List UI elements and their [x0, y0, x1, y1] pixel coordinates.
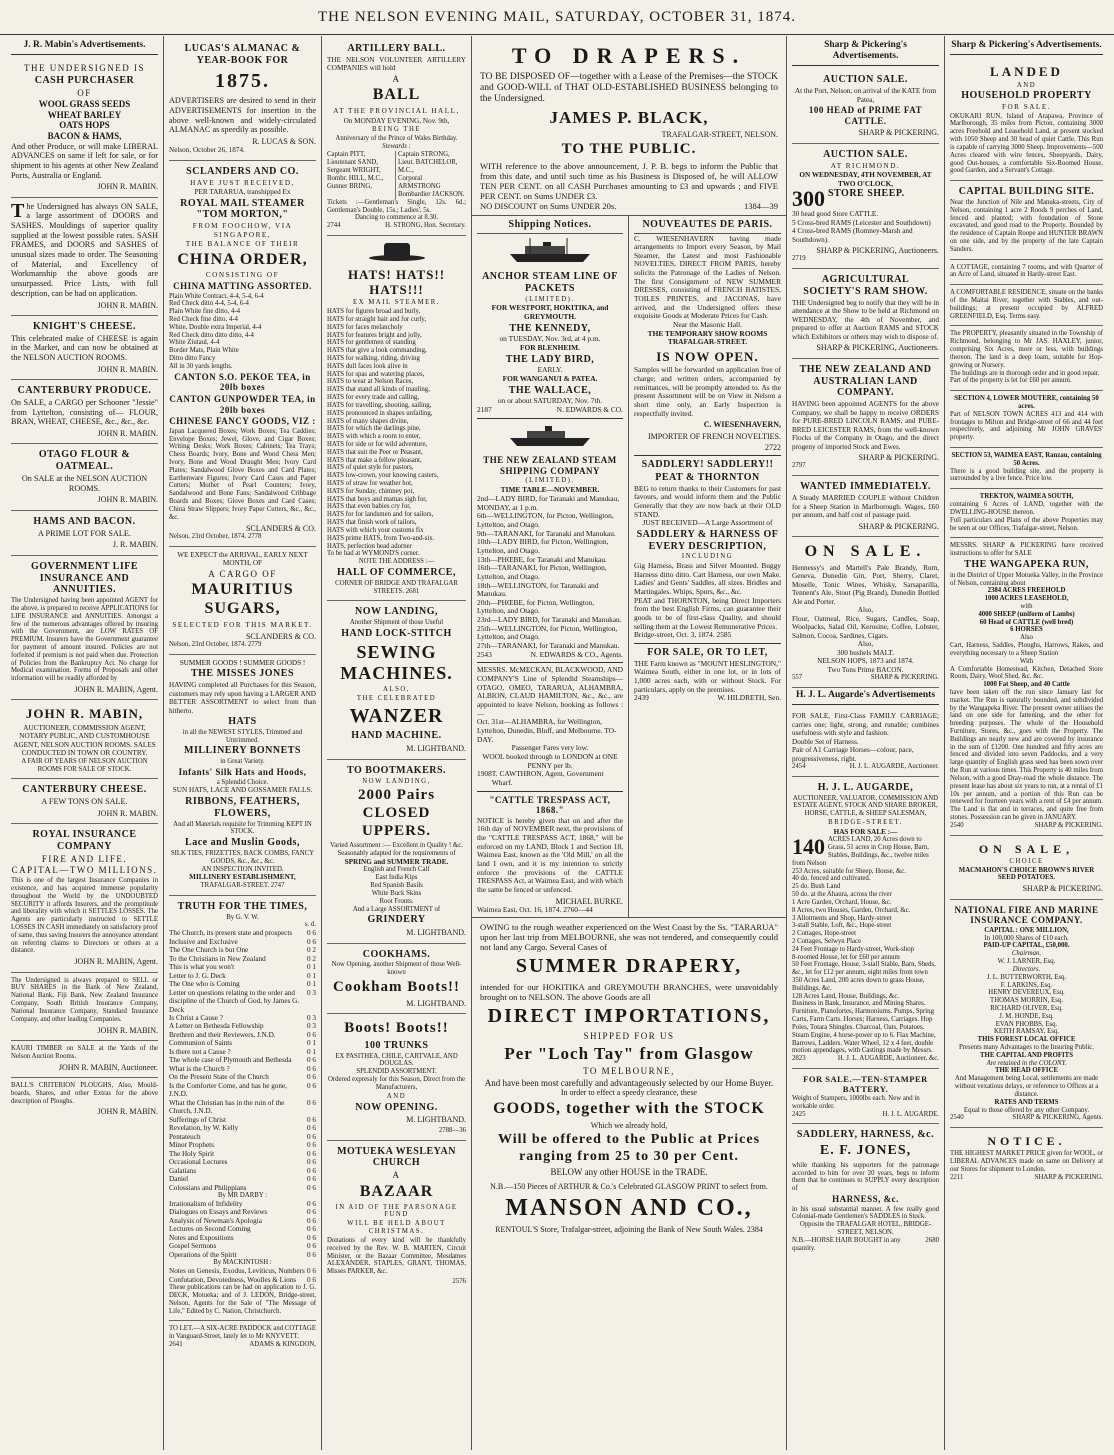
toc-price: 0 3 [307, 1013, 316, 1022]
toc-row [169, 1175, 316, 1183]
toc-price: 0 3 [307, 1022, 316, 1031]
toc-price: 0 2 [307, 954, 316, 963]
toc-title: Is there not a Cause ? [169, 1047, 231, 1056]
toc-title: This is what you won't [169, 963, 235, 972]
toc-list-mackintosh [169, 1267, 316, 1284]
ad-sewing-machines: NOW LANDING, Another Shipment of those Useful HAND LOCK-STITCH SEWING MACHINES. ALSO, THE CELEBRATED WANZER HAND MACHINE. M. LIGHTBAND. [327, 601, 466, 759]
toc-price: 0 6 [307, 929, 316, 938]
ad-misses-jones: SUMMER GOODS ! SUMMER GOODS ! THE MISSES JONES HAVING completed all Purchases for this Season, customers may rely upon having a LARGER AND BETTER ASSORTMENT to select from than hitherto. HATS in all the NEWEST STYLES, Trimmed and Untrimmed. MILLINERY BONNETS in Great Variety. Infants' Silk Hats and Hoods, a Splendid Choice. SUN HATS, LACE AND GOSSAMER FALLS. RIBBONS, FEATHERS, FLOWERS, And all Materials requisite for Trimming KEPT IN STOCK. Lace and Muslin Goods, SILK TIES, FRIZETTES, BACK COMBS, FANCY GOODS, &c., &c., &c. AN INSPECTION INVITED. MILLINERY ESTABLISHMENT, TRAFALGAR-STREET. 2747 [169, 655, 316, 896]
ad-nz-land-company: THE NEW ZEALAND AND AUSTRALIAN LAND COMPANY. HAVING been appointed AGENTS for the above Company, we shall be happy to receive ORDERS for PURE-BRED LINCOLN RAMS, and PURE-BRED LEICESTER RAMS, from the well-known Flocks of the Company in Otago, and the direct progeny of imported Stock and Ewes. SHARP & PICKERING. 2797 [792, 359, 939, 477]
ad-hams-bacon: HAMS AND BACON. A PRIME LOT FOR SALE. J. R. MABIN. [11, 511, 158, 556]
toc-title: Minor Prophets [169, 1141, 214, 1150]
ad-battery: FOR SALE.—TEN-STAMPER BATTERY. Weight of Stampers, 1000lbs each. New and in workable order. 2425 H. J. L. AUGARDE. [792, 1069, 939, 1124]
toc-row [169, 938, 316, 946]
ad-trekton: TREKTON, WAIMEA SOUTH, containing 6 Acres of LAND, together with the DWELLING-HOUSE thereon. Full particulars and Plans of the above Properties may be seen at our Offices, Trafalgar-street, Nelson. [950, 489, 1103, 538]
toc-list-darby [169, 1200, 316, 1259]
toc-title: The One Church is but One [169, 946, 249, 955]
toc-price: 0 6 [307, 1242, 316, 1251]
ad-wanted: WANTED IMMEDIATELY. A Steady MARRIED COUPLE without Children for a Sheep Station in Marlborough. Wages, £60 per annum, and half cost of passage paid. SHARP & PICKERING. [792, 476, 939, 537]
column-four-five [472, 36, 787, 1450]
toc-title: Analysis of Newman's Apologia [169, 1216, 262, 1225]
toc-title: Gospel Sermons [169, 1242, 217, 1251]
toc-row [169, 1116, 316, 1124]
toc-title: Lectures on Second Coming [169, 1225, 251, 1234]
toc-title: Irrationalism of Infidelity [169, 1199, 243, 1208]
toc-row [169, 1267, 316, 1275]
ad-hats: HATS! HATS!! HATS!!! EX MAIL STEAMER. HATS for figures broad and burly, HATS for straight hair and for curly, HATS for faces melancholy HATS for features bright and jolly, HATS for gentlemen of standing HATS that give a look commanding, HATS for walking, riding, driving HATS dull faces look alive in HATS for spas and watering places, HATS to wear at Nelson Races, HATS that stand all kinds of mauling, HATS for every trade and calling, HATS for travelling, shooting, sailing, HATS pronounced in shapes unfailing, HATS of many shapes divine, HATS for which the darlings pine, HATS with which a room to enter, HATS for side or for wild adventure, HATS that suit the Peer or Peasant, HATS that make a fellow pleasant, HATS of quiet style for pastors, HATS low-crown, your knowing casters, HATS of straw for weather hot, HATS for Sunday, chimney pot, HATS that boys and mamas sigh for, HATS that even babies cry for, HATS for for landsmen and for sailors, HATS that finish work of tailors, HATS with which your customs fix HATS prime HATS, from Two-and-six. HATS, perfection head adorner To be had at WYMOND'S corner. NOTE THE ADDRESS :— HALL OF COMMERCE, CORNER OF BRIDGE AND TRAFALGAR STREETS. 2681 [327, 236, 466, 601]
toc-row [169, 972, 316, 980]
toc-title: Letter to J. G. Deck [169, 971, 226, 980]
toc-list [169, 929, 316, 1192]
toc-row [169, 1167, 316, 1175]
ad-auction-port: AUCTION SALE. At the Port, Nelson, on arrival of the KATE from Patea, 100 HEAD of PRIME FAT CATTLE. SHARP & PICKERING. [792, 69, 939, 143]
ad-wool-notice: NOTICE. THE HIGHEST MARKET PRICE given for WOOL, or LIBERAL ADVANCES made on same on Delivery at our Stores for shipment to London. 2211 SHARP & PICKERING. [950, 1134, 1103, 1181]
ad-mabin-auctioneer: JOHN R. MABIN, AUCTIONEER, COMMISSION AGENT, NOTARY PUBLIC, AND CUSTOMHOUSE AGENT, NELSON AUCTION ROOMS. SALES CONDUCTED IN TOWN OR COUNTRY. A FAIR OF YEARS OF NELSON AUCTION ROOMS FOR SALE OF STOCK. [11, 700, 158, 779]
ad-bootmakers: TO BOOTMAKERS. NOW LANDING, 2000 Pairs CLOSED UPPERS. Varied Assortment :— Excellent in Quality ! &c. Seasonably adapted for the requirements of SPRING and SUMMER TRADE. English and French Calf East India Kips Red Spanish Basils White Buck Skins Root Fronts. And a Large ASSORTMENT of GRINDERY M. LIGHTBAND. [327, 760, 466, 944]
toc-price: 0 6 [307, 1233, 316, 1242]
toc-row [169, 1184, 316, 1192]
toc-row [169, 1217, 316, 1225]
ad-auction-richmond: AUCTION SALE. AT RICHMOND. ON WEDNESDAY, 4TH NOVEMBER, AT TWO O'CLOCK, 300 STORE SHEEP. 30 head good Store CATTLE. 5 Cross-bred RAMS (Leicester and Southdown) 4 Cross-bred RAMS (Romney-Marsh and Southdown). SHARP & PICKERING, Auctioneers. 2719 [792, 144, 939, 269]
toc-price: 0 6 [307, 1183, 316, 1192]
toc-price: 0 6 [307, 1081, 316, 1090]
toc-price: 0 6 [307, 1216, 316, 1225]
ad-to-let: TO LET.—A SIX-ACRE PADDOCK and COTTAGE in Vanguard-Street, lately let to Mr KNYVETT. 2641 ADAMS & KINGDON, [169, 1325, 316, 1349]
newspaper-page [6, 36, 1108, 1450]
ad-family-carriage: FOR SALE, First-Class FAMILY CARRIAGE; carries one; light, strong, and runable; combines usefulness with style and fashion. Double Set of Harness. Pair of A1 Carriage Horses—colour, pace, progressiveness, right. 2454 H. J. L. AUGARDE, Auctioneer. [792, 708, 939, 777]
ad-wesleyan-bazaar: MOTUEKA WESLEYAN CHURCH A BAZAAR IN AID OF THE PARSONAGE FUND WILL BE HELD ABOUT CHRISTMAS. Donations of every kind will be thankfully received by the Rev. W. B. MARTEN, Circuit Minister, or the Bazaar Committee, Mesdames ALEXANDER, STAPLES, GRANT, THOMAS, Misses PARKER, &c. 2576 [327, 1145, 466, 1285]
toc-row [169, 1099, 316, 1116]
toc-title: Operations of the Spirit [169, 1250, 237, 1259]
toc-title: Daniel [169, 1175, 189, 1184]
toc-title: Dialogues on Essays and Reviews [169, 1208, 268, 1217]
toc-title: On the Present State of the Church [169, 1073, 269, 1082]
toc-row [169, 989, 316, 1014]
toc-price: 0 1 [307, 1039, 316, 1048]
column-sharp-pickering-2: Sharp & Pickering's Advertisements. LANDED AND HOUSEHOLD PROPERTY FOR SALE. OKUKARI RUN, Island of Arapawa, Province of Marlborough, 35 miles from Picton, containing 3000 acres Freehold and Leasehold Land, at present stocked with 1050 Sheep and 30 head of quiet Cattle. This Run is capable of carrying 3000 Sheep. Improvements—500 Acres cleared with wire fences, Sheepyards, Dairy, good Out-houses, a comfortable Six-Roomed House, good Garden, and a Servant's Cottage. CAPITAL BUILDING SITE. Near the Junction of Nile and Manuka-streets, City of Nelson, containing 1 acre 2 Roods 9 perches of Land, fenced and planted; with foundation of Stone excavated, and good road to the Property. Bounded by the residence of Captain Roope and HUNTER BRAWN on one side, and by the property of the late Captain Sanders. A COTTAGE, containing 7 rooms, and with Quarter of an Acre of Land, situated in Hardy-street East. A COMFORTABLE RESIDENCE, situate on the banks of the Maitai River, together with Stables, and out-buildings; at present occupied by ALFRED GREENFIELD, Esq. Terms easy. The PROPERTY, pleasantly situated in the Township of Richmond, belonging to Mr JAS. HAXLEY, junior, comprising Six Acres, more or less, with buildings thereon. The land is a deep loam, suitable for Hop-growing or Nursery. The buildings are in thorough order and in good repair. Part of the property is let for £60 per annum. SECTION 4, LOWER MOUTERE, containing 50 acres. Part of NELSON TOWN ACRES 413 and 414 with frontages to Milton and Bridge-street of 66 and 44 feet respectively, and adjoining Mr JOHN GRAVES' property. SECTION 53, WAIMEA EAST, Ranzau, containing 50 Acres. There is a good building site, and the property is surrounded by a live fence. Price low. TREKTON, WAIMEA SOUTH, containing 6 Acres of LAND, together with the DWELLING-HOUSE thereon. Full particulars and Plans of the above Properties may be seen at our Offices, Trafalgar-street, Nelson. MESSRS. SHARP & PICKERING have received instructions to offer for SALE THE WANGAPEKA RUN, in the District of Upper Motueka Valley, in the Province of Nelson, containing about 2384 ACRES FREEHOLD 1000 ACRES LEASEHOLD, with 4000 SHEEP (uniform of Lambs) 60 Head of CATTLE (well bred) 6 HORSES Also Cart, Harness, Saddles, Ploughs, Harrows, Rakes, and everything necessary to a Sheep Station With A Comfortable Homestead, Kitchen, Detached Store Room, Dairy, Wool Shed, &c. &c. 1000 Fat Sheep, and 40 Cattle have been taken off the run since January last for market. The Run is naturally bounded, and subdivided by the Wangapeka River. The present owner utilises the land on one side for fattening, and the other for breeding purposes. The whole of the Household Furniture, Stores, &c., goes with the Property. The Buildings are nearly new and are covered by insurance in the sum of £1200. One hundred and fifty acres are fenced and divided into seven Paddocks, and a very large quantity of English grass seed has been sown over the Run at various times. This Property is 40 miles from Nelson, with a good Dray-road the whole distance. The present lease has about six years to run, at a rental of £1 10s per annum, and a portion of this Run can be renewed for fourteen years with a rent of £4 per annum. The Land is flat and in terraces, and quite free from stones. Possession can be given in JANUARY. 2540 SHARP & PICKERING. ON SALE, CHOICE MACMAHON'S CHOICE BROWN'S RIVER SEED POTATOES. SHARP & PICKERING. NATIONAL FIRE AND MARINE INSURANCE COMPANY. CAPITAL : ONE MILLION, In 100,000 Shares of £10 each. PAID-UP CAPITAL, £50,000. Chairman. W. J. LARNER, Esq. Directors. J. L. BUTTERWORTH, Esq. F. LARKINS, Esq. HENRY DEVEREUX, Esq. THOMAS MORRIN, Esq. RICHARD OLIVER, Esq. J. M. HONDE, Esq. EVAN PHOBBS, Esq. KEITH RAMSAY, Esq. THIS FOREST LOCAL OFFICE Presents many Advantages to the Insuring Public. THE CAPITAL AND PROFITS Are retained in the COLONY. THE HEAD OFFICE And Management being Local, settlements are made without vexatious delays, or reference to Offices at a distance. RATES AND TERMS Equal to those offered by any other Company. 2540 SHARP & PICKERING, Agents. NOTICE. THE HIGHEST MARKET PRICE given for WOOL, or LIBERAL ADVANCES made on same on Delivery at our Stores for shipment to London. 2211 SHARP & PICKERING. [945, 36, 1108, 1450]
toc-price: 0 1 [307, 971, 316, 980]
toc-row [169, 946, 316, 954]
toc-row [169, 1048, 316, 1056]
toc-price: 0 6 [307, 1056, 316, 1065]
toc-price: 0 6 [307, 1073, 316, 1082]
ad-kauri-timber: KAURI TIMBER on SALE at the Yards of the Nelson Auction Rooms. JOHN R. MABIN, Auctioneer. [11, 1041, 158, 1078]
toc-row [169, 1065, 316, 1073]
ad-ef-jones: SADDLERY, HARNESS, &c. E. F. JONES, while thanking his supporters for the patronage accorded to him for over 20 years, begs to inform them that he continues to SUPPLY every description of HARNESS, &c. in his usual substantial manner. A few really good Colonial-made Gentlemen's SADDLES in Stock. Opposite the TRAFALGAR HOTEL, BRIDGE-STREET, NELSON. N.B.—HORSE HAIR BOUGHT in any quantity. 2680 [792, 1129, 939, 1252]
toc-row [169, 1150, 316, 1158]
ad-ram-show: AGRICULTURAL SOCIETY'S RAM SHOW. THE Undersigned beg to notify that they will be in attendance at the Show to be held at Richmond on WEDNESDAY, the 4th of November, and prepared to offer at Auction RAMS and STOCK which Exhibitors or others may wish to dispose of. SHARP & PICKERING, Auctioneers. [792, 269, 939, 358]
toc-row [169, 1225, 316, 1233]
toc-price: 0 6 [307, 1124, 316, 1133]
toc-price: 0 6 [307, 1030, 316, 1039]
ad-on-sale-spirits: ON SALE. Hennessy's and Martell's Pale Brandy, Rum, Geneva, Dunedin Gin, Port, Sherry, Claret, Moselle, Tonic Wines, Whisky, Sarsaparilla, Tennent's Ale, Stout (Pig Brand), Dunedin Bottled Ale and Porter. Also, Flour, Oatmeal, Rice, Sugars, Candles, Soap, Woolpacks, Salad Oil, Kerosine, Coffee, Lobster, Salmon, Cocoa, Sardines, Cigars. Also, 300 bushels MALT. NELSON HOPS, 1873 and 1874. Two Tons Prime BACON. 557 SHARP & PICKERING. [792, 537, 939, 688]
toc-row [169, 1056, 316, 1064]
toc-title: Communion of Saints [169, 1039, 233, 1048]
toc-row [169, 1200, 316, 1208]
toc-price: 0 6 [307, 1166, 316, 1175]
ad-boots-trunks: Boots! Boots!! 100 TRUNKS EX PASITHEA, CHILE, CARTVALE, AND DOUGLAS. SPLENDID ASSORTMENT. Ordered expressly for this Season, Direct from the Manufacturers, AND NOW OPENING. M. LIGHTBAND. 2788—36 [327, 1014, 466, 1140]
ad-government-life: GOVERNMENT LIFE INSURANCE AND ANNUITIES. The Undersigned having been appointed AGENT for the above, is prepared to receive APPLICATIONS for LIFE INSURANCE and ANNUITIES. Amongst a few of the numerous advantages offered by insuring with the Government, are LOW RATES OF PREMIUM. Insurers have the Government guarantee for payment of amount insured. Policies are not forfeited if premium is not paid when due. Protection of Policies from the Bankruptcy Act. No charge for Medical examination. Forms of Proposals and other information will be readily afforded by JOHN R. MABIN, Agent. [11, 556, 158, 701]
column-mabin [6, 36, 164, 1450]
toc-row [169, 1208, 316, 1216]
toc-price: 0 6 [307, 1149, 316, 1158]
toc-row [169, 1234, 316, 1242]
ad-ploughs: BALL'S CRITERION PLOUGHS, Also, Mould-boards, Shares, and other Extras for the above description of Ploughs. JOHN R. MABIN. [11, 1082, 158, 1117]
toc-title: Letter on questions relating to the order and discipline of the Church of God, by James G. Deck [169, 988, 300, 1014]
toc-price: 0 6 [307, 1064, 316, 1073]
ad-knights-cheese: KNIGHT'S CHEESE. This celebrated make of CHEESE is again in the Market, and can now be obtained at the NELSON AUCTION ROOMS. JOHN R. MABIN. [11, 316, 158, 380]
toc-row [169, 1082, 316, 1099]
ad-mauritius-sugars: WE EXPECT the ARRIVAL, EARLY NEXT MONTH, OF A CARGO OF MAURITIUS SUGARS, SELECTED FOR THIS MARKET. SCLANDERS & CO. Nelson, 23rd October, 1874. 2779 [169, 547, 316, 655]
column-four: Shipping Notices. ANCHOR STEAM LINE OF PACKETS (LIMITED). FOR WESTPORT, HOKITIKA, and GREYMOUTH. THE KENNEDY, on TUESDAY, Nov. 3rd, at 4 p.m. FOR BLENHEIM. THE LADY BIRD, EARLY. FOR WANGANUI & PATEA. THE WALLACE, on or about SATURDAY, Nov. 7th. 2187 N. EDWARDS & CO. THE NEW ZEALAND STEAM SHIPPING COMPANY (LIMITED). TIME TABLE—NOVEMBER. 2nd—LADY BIRD, for Taranaki and Manukau, MONDAY, at 1 p.m. 6th—WELLINGTON, for Picton, Wellington, Lyttelton, and Otago. 9th—TARANAKI, for Taranaki and Manukau. 10th—LADY BIRD, for Picton, Wellington, Lyttelton, and Otago. 13th—PHŒBE, for Taranaki and Manukau. 16th—TARANAKI, for Picton, Wellington, Lyttelton, and Otago. 18th—WELLINGTON, for Taranaki and Manukau. 20th—PHŒBE, for Picton, Wellington, Lyttelton, and Otago. 23rd—LADY BIRD, for Taranaki and Manukau. 25th—WELLINGTON, for Picton, Wellington, Lyttelton, and Otago. 27th—TARANAKI, for Taranaki and Manukau. 2543 N. EDWARDS & CO., Agents. MESSRS. McMECKAN, BLACKWOOD, AND COMPANY'S Line of Splendid Steamships—OTAGO, OMEO, TARARUA, ALHAMBRA, ALBION, CLAUD HAMILTON, &c., &c., are appointed to leave Nelson, booking as follows :— Oct. 31st—ALHAMBRA, for Wellington, Lyttelton, Dunedin, Bluff, and Melbourne. TO-DAY. Passenger Fares very low. WOOL booked through to LONDON at ONE PENNY per lb. 1908 T. CAWTHRON, Agent, Government Wharf. "CATTLE TRESPASS ACT, 1868." NOTICE is hereby given that on and after the 16th day of NOVEMBER next, the provisions of the "CATTLE TRESPASS ACT, 1868," will be enforced on my LAND, Block 1 and Section 18, Waimea East, known as the 'Old Mill,' on all the land I own, and it is my intention to strictly enforce the provisions of the CATTLE TRESPASS Act, at Waimea East, and with which the same be fenced or unfenced. MICHAEL BURKE. Waimea East, Oct. 16, 1874. 2760—44 [472, 216, 629, 917]
ad-lucas-almanac: LUCAS'S ALMANAC & YEAR-BOOK FOR 1875. ADVERTISERS are desired to send in their ADVERTISEMENTS for insertion in the above well-known and widely-circulated ALMANAC as speedily as possible. R. LUCAS & SON. Nelson, October 26, 1874. [169, 38, 316, 161]
toc-price: 0 6 [307, 1275, 316, 1284]
toc-price: 0 6 [307, 1115, 316, 1124]
toc-price: 0 6 [307, 937, 316, 946]
toc-title: Revelation, by W. Kelly [169, 1124, 239, 1133]
toc-price: 0 6 [307, 1250, 316, 1259]
toc-price: 0 6 [307, 1098, 316, 1107]
toc-title: Inclusive and Exclusive [169, 937, 238, 946]
column-sharp-pickering: Sharp & Pickering's Advertisements. AUCTION SALE. At the Port, Nelson, on arrival of the KATE from Patea, 100 HEAD of PRIME FAT CATTLE. SHARP & PICKERING. AUCTION SALE. AT RICHMOND. ON WEDNESDAY, 4TH NOVEMBER, AT TWO O'CLOCK, 300 STORE SHEEP. 30 head good Store CATTLE. 5 Cross-bred RAMS (Leicester and Southdown) 4 Cross-bred RAMS (Romney-Marsh and Southdown). SHARP & PICKERING, Auctioneers. 2719 AGRICULTURAL SOCIETY'S RAM SHOW. THE Undersigned beg to notify that they will be in attendance at the Show to be held at Richmond on WEDNESDAY, the 4th of November, and prepared to offer at Auction RAMS and STOCK which Exhibitors or others may wish to dispose of. SHARP & PICKERING, Auctioneers. THE NEW ZEALAND AND AUSTRALIAN LAND COMPANY. HAVING been appointed AGENTS for the above Company, we shall be happy to receive ORDERS for PURE-BRED LINCOLN RAMS, and PURE-BRED LEICESTER RAMS, from the well-known Flocks of the Company in Otago, and the direct progeny of imported Stock and Ewes. SHARP & PICKERING. 2797 WANTED IMMEDIATELY. A Steady MARRIED COUPLE without Children for a Sheep Station in Marlborough. Wages, £60 per annum, and half cost of passage paid. SHARP & PICKERING. ON SALE. Hennessy's and Martell's Pale Brandy, Rum, Geneva, Dunedin Gin, Port, Sherry, Claret, Moselle, Tonic Wines, Whisky, Sarsaparilla, Tennent's Ale, Stout (Pig Brand), Dunedin Bottled Ale and Porter. Also, Flour, Oatmeal, Rice, Sugars, Candles, Soap, Woolpacks, Salad Oil, Kerosine, Coffee, Lobster, Salmon, Cocoa, Sardines, Cigars. Also, 300 bushels MALT. NELSON HOPS, 1873 and 1874. Two Tons Prime BACON. 557 SHARP & PICKERING. H. J. L. Augarde's Advertisements FOR SALE, First-Class FAMILY CARRIAGE; carries one; light, strong, and runable; combines usefulness with style and fashion. Double Set of Harness. Pair of A1 Carriage Horses—colour, pace, progressiveness, right. 2454 H. J. L. AUGARDE, Auctioneer. H. J. L. AUGARDE, AUCTIONEER, VALUATOR, COMMISSION AND ESTATE AGENT, STOCK AND SHARE BROKER, HORSE, CATTLE, & SHEEP SALESMAN, BRIDGE-STREET. HAS FOR SALE :— 140 ACRES LAND, 20 Acres down to Grass, 51 acres in Crop House, Barn, Stables, Buildings, &c., twelve miles from Nelson 253 Acres, suitable for Sheep, House, &c. 40 do. fenced and cultivated. 25 do. Bush Land 50 do. at the Ahaura, across the river 1 Acre Garden, Orchard, House, &c. 8 Acres, two Houses, Garden, Orchard, &c. 3 Allotments and Shop, Hardy-street 3-stall Stable, Loft, &c., Hope-street 2 Cottages, Hope-street 2 Cottages, Selwyn Place 24 Feet Frontage to Hardy-street, Work-shop 8-roomed House, let for £60 per annum 50 Feet Frontage, House, 3-stall Stable, Barn, Sheds, &c., let for £12 per annum, eight miles from town 350 Acres Land, 200 acres down to grass House, Buildings, &c. 128 Acres Land, House, Buildings, &c. Business in Bank, Insurance, and Mining Shares. Furniture, Pianofortes, Harmoniums. Pumps, Spring Carts, Farm Carts. Horses; Harness, Carriages. Hop Poles, Totara Shingles. Charcoal, Oats, Potatoes. Steam Engine, 4 horse-power up to 6. Flax Machine, Barrows, Ladders. Water Wheel, 12 x 4 feet, double motion appendages, with Castings made by Messrs. 2823 H. J. L. AUGARDE, Auctioneer, &c. FOR SALE.—TEN-STAMPER BATTERY. Weight of Stampers, 1000lbs each. New and in workable order. 2425 H. J. L. AUGARDE. SADDLERY, HARNESS, &c. E. F. JONES, while thanking his supporters for the patronage accorded to him for over 20 years, begs to inform them that he continues to SUPPLY every description of HARNESS, &c. in his usual substantial manner. A few really good Colonial-made Gentlemen's SADDLES in Stock. Opposite the TRAFALGAR HOTEL, BRIDGE-STREET, NELSON. N.B.—HORSE HAIR BOUGHT in any quantity. 2680 [787, 36, 945, 1450]
ad-canterbury-cheese: CANTERBURY CHEESE. A FEW TONS ON SALE. JOHN R. MABIN. [11, 779, 158, 824]
ad-wangapeka-run: MESSRS. SHARP & PICKERING have received instructions to offer for SALE THE WANGAPEKA RUN, in the District of Upper Motueka Valley, in the Province of Nelson, containing about 2384 ACRES FREEHOLD 1000 ACRES LEASEHOLD, with 4000 SHEEP (uniform of Lambs) 60 Head of CATTLE (well bred) 6 HORSES Also Cart, Harness, Saddles, Ploughs, Harrows, Rakes, and everything necessary to a Sheep Station With A Comfortable Homestead, Kitchen, Detached Store Room, Dairy, Wool Shed, &c. &c. 1000 Fat Sheep, and 40 Cattle have been taken off the run since January last for market. The Run is naturally bounded, and subdivided by the Wangapeka River. The present owner utilises the land on one side for fattening, and the other for breeding purposes. The whole of the Household Furniture, Stores, &c., goes with the Property. The Buildings are nearly new and are covered by insurance in the sum of £1200. One hundred and fifty acres are fenced and divided into seven Paddocks, and a very large quantity of English grass seed has been sown over the Run at various times. This Property is 40 miles from Nelson, with a good Dray-road the whole distance. The present lease has about six years to run, at a rental of £1 10s per annum, and a portion of this Run can be renewed for fourteen years with a rent of £4 per annum. The Land is flat and in terraces, and quite free from stones. Possession can be given in JANUARY. 2540 SHARP & PICKERING. [950, 538, 1103, 835]
toc-title: The Holy Spirit [169, 1149, 215, 1158]
ad-sclanders-china: SCLANDERS AND CO. HAVE JUST RECEIVED, PER TARARUA, transhipped Ex ROYAL MAIL STEAMER "TOM MORTON," FROM FOOCHOW, VIA SINGAPORE, THE BALANCE OF THEIR CHINA ORDER, CONSISTING OF CHINA MATTING ASSORTED. Plain White Contract, 4-4, 5-4, 6-4 Red Check ditto 4-4, 5-4, 6-4 Plain White fine ditto, 4-4 Red Check fine ditto, 4-4 White, Double extra Imperial, 4-4 Red Check ditto ditto ditto, 4-4 White Ziutaul, 4-4 Border Mats, Plain White Ditto ditto Fancy All in 30 yards lengths. CANTON S.O. PEKOE TEA, in 20lb boxes CANTON GUNPOWDER TEA, in 20lb boxes CHINESE FANCY GOODS, VIZ : Japan Lacquered Boxes; Work Boxes; Tea Caddies; Envelope Boxes; Jewel, Glove, and Cigar Boxes; Writing Desks; Work Boxes; Cabinets; Tea Trays; Chess Boards; Ivory, Bone and Wood Chess Men; Ivory, Bone and Wood Draught Men; Ivory Card Plates; Sandalwood Glove Boxes and Card Plates; Earthenware Figures; Ivory Card Cases and Paper Cutters; Mother of Pearl Counters; Ivory, Sandalwood and Bone Fans; Sandalwood Cribbage Boards and Boxes; Glove Boxes and Card Cases; China Straw Slippers; Ivory Paper Cutters, &c., &c., &c. SCLANDERS & CO. Nelson, 23rd October, 1874. 2778 [169, 161, 316, 547]
toc-title: What is the Church ? [169, 1064, 230, 1073]
toc-row [169, 1158, 316, 1166]
ad-to-drapers: TO DRAPERS. TO BE DISPOSED OF—together with a Lease of the Premises—the STOCK and GOOD-WILL of THAT OLD-ESTABLISHED BUSINESS belonging to the Undersigned. JAMES P. BLACK, TRAFALGAR-STREET, NELSON. TO THE PUBLIC. WITH reference to the above announcement, J. P. B. begs to inform the Public that from this date, and until such time as his Business is Disposed of, he will ALLOW TEN PER CENT. on all CASH Purchases amounting to £3 and upwards ; and FIVE PER CENT. on Sums UNDER £3. NO DISCOUNT on Sums UNDER 20s. 1384—39 [472, 36, 786, 216]
toc-title: Colossians and Philippians [169, 1183, 247, 1192]
toc-price: 0 6 [307, 1225, 316, 1234]
toc-title: The Church, its present state and prospects [169, 929, 293, 938]
toc-price: 0 6 [307, 1141, 316, 1150]
toc-price: 0 1 [307, 1047, 316, 1056]
toc-row [169, 1073, 316, 1081]
toc-title: Confutation, Devotedness, Woolles & Lions [169, 1275, 297, 1284]
ad-national-insurance: NATIONAL FIRE AND MARINE INSURANCE COMPANY. CAPITAL : ONE MILLION, In 100,000 Shares of £10 each. PAID-UP CAPITAL, £50,000. Chairman. W. J. LARNER, Esq. Directors. J. L. BUTTERWORTH, Esq. F. LARKINS, Esq. HENRY DEVEREUX, Esq. THOMAS MORRIN, Esq. RICHARD OLIVER, Esq. J. M. HONDE, Esq. EVAN PHOBBS, Esq. KEITH RAMSAY, Esq. THIS FOREST LOCAL OFFICE Presents many Advantages to the Insuring Public. THE CAPITAL AND PROFITS Are retained in the COLONY. THE HEAD OFFICE And Management being Local, settlements are made without vexatious delays, or reference to Offices at a distance. RATES AND TERMS Equal to those offered by any other Company. 2540 SHARP & PICKERING, Agents. [950, 900, 1103, 1129]
toc-row [169, 955, 316, 963]
toc-price: 0 6 [307, 1158, 316, 1167]
toc-row [169, 1242, 316, 1250]
toc-row [169, 1039, 316, 1047]
toc-price: 0 1 [307, 980, 316, 989]
ad-manson-drapery: OWING to the rough weather experienced on the West Coast by the Ss. "TARARUA" upon her last trip from MELBOURNE, she was not tendered, and consequently could not land any Cargo. Several Cases of SUMMER DRAPERY, intended for our HOKITIKA and GREYMOUTH BRANCHES, were unavoidably brought on to NELSON. The above Goods are all DIRECT IMPORTATIONS, SHIPPED FOR US Per "Loch Tay" from Glasgow TO MELBOURNE, And have been most carefully and advantageously selected by our Home Buyer. In order to effect a speedy clearance, these GOODS, together with the STOCK Which we already hold, Will be offered to the Public at Prices ranging from 25 to 30 per Cent. BELOW any other HOUSE in the TRADE. N.B.—150 Pieces of ARTHUR & Co.'s Celebrated GLASGOW PRINT to select from. MANSON AND CO., RENTOUL'S Store, Trafalgar-street, adjoining the Bank of New South Wales. 2384 [472, 917, 786, 1450]
toc-title: Notes on Genesis, Exodus, Leviticus, Numbers [169, 1267, 305, 1276]
ad-landed-property: LANDED AND HOUSEHOLD PROPERTY FOR SALE. OKUKARI RUN, Island of Arapawa, Province of Marlborough, 35 miles from Picton, containing 3000 acres Freehold and Leasehold Land, at present stocked with 1050 Sheep and 30 head of quiet Cattle. This Run is capable of carrying 3000 Sheep. Improvements—500 Acres cleared with wire fences, Sheepyards, Dairy, good Out-houses, a comfortable Six-Roomed House, good Garden, and a Servant's Cottage. [950, 58, 1103, 181]
column-five: NOUVEAUTES DE PARIS. C. WIESENHAVERN having made arrangements to Import every Season, by Mail Steamer, the Latest and most Fashionable NOVELTIES, DIRECT FROM PARIS, hereby solicits the Patronage of the Ladies of Nelson. The first Consignment of NEW SUMMER DRESSES, consisting of FRENCH BATISTES, TOILES PRINTES, and JACONAS, have arrived, and the Undersigned offers these exquisite Goods at Moderate Prices for Cash. Near the Masonic Hall. THE TEMPORARY SHOW ROOMS TRAFALGAR-STREET. IS NOW OPEN. Samples will be forwarded on application free of charge; and written orders, accompanied by remittances, will be promptly attended to. As the present Assortment will be on View in Nelson a short time only, an Early Inspection is respectfully invited. C. WIESENHAVERN, IMPORTER OF FRENCH NOVELTIES. 2722 SADDLERY! SADDLERY!! PEAT & THORNTON BEG to return thanks to their Customers for past favours, and would inform them and the Public Generally that they are now back at their OLD STAND. JUST RECEIVED—A Large Assortment of SADDLERY & HARNESS OF EVERY DESCRIPTION, INCLUDING Gig Harness, Brass and Silver Mounted. Buggy Harness ditto ditto. Cart Harness, our own Make. Ladies' and Gents' Saddles, all sizes. Bridles and Martingales. Whips, Spurs, &c., &c. PEAT and THORNTON, being Direct Importers from the best English Firms, can guarantee their goods to be of first-class Quality, and should selling them at the Lowest Remunerative Prices. Bridge-street, Oct. 3, 1874. 2585 FOR SALE, OR TO LET, THE Farm known as "MOUNT HESLINGTON," Waimea South, either in one lot, or in lots of 1,000 acres each, with or without Stock. For particulars, apply on the premises. 2439 W. HILDRETH, Sen. [634, 218, 781, 703]
toc-row [169, 980, 316, 988]
toc-title: What the Christian has in the ruin of the Church, J.N.D. [169, 1098, 285, 1116]
toc-title: The whole case of Plymouth and Bethesda [169, 1056, 292, 1065]
toc-price: 0 6 [307, 1132, 316, 1141]
ad-section-4: SECTION 4, LOWER MOUTERE, containing 50 acres. Part of NELSON TOWN ACRES 413 and 414 with frontages to Milton and Bridge-street of 66 and 44 feet respectively, and adjoining Mr JOHN GRAVES' property. [950, 391, 1103, 448]
ad-building-site: CAPITAL BUILDING SITE. Near the Junction of Nile and Manuka-streets, City of Nelson, containing 1 acre 2 Roods 9 perches of Land, fenced and planted; with foundation of Stone excavated, and good road to the Property. Bounded by the residence of Captain Roope and HUNTER BRAWN on one side, and by the property of the late Captain Sanders. [950, 181, 1103, 259]
toc-title: Pentateuch [169, 1132, 201, 1141]
toc-title: Is Christ a Cause ? [169, 1013, 223, 1022]
toc-price: 0 2 [307, 946, 316, 955]
ad-augarde: H. J. L. AUGARDE, AUCTIONEER, VALUATOR, COMMISSION AND ESTATE AGENT, STOCK AND SHARE BROKER, HORSE, CATTLE, & SHEEP SALESMAN, BRIDGE-STREET. HAS FOR SALE :— 140 ACRES LAND, 20 Acres down to Grass, 51 acres in Crop House, Barn, Stables, Buildings, &c., twelve miles from Nelson 253 Acres, suitable for Sheep, House, &c. 40 do. fenced and cultivated. 25 do. Bush Land 50 do. at the Ahaura, across the river 1 Acre Garden, Orchard, House, &c. 8 Acres, two Houses, Garden, Orchard, &c. 3 Allotments and Shop, Hardy-street 3-stall Stable, Loft, &c., Hope-street 2 Cottages, Hope-street 2 Cottages, Selwyn Place 24 Feet Frontage to Hardy-street, Work-shop 8-roomed House, let for £60 per annum 50 Feet Frontage, House, 3-stall Stable, Barn, Sheds, &c., let for £12 per annum, eight miles from town 350 Acres Land, 200 acres down to grass House, Buildings, &c. 128 Acres Land, House, Buildings, &c. Business in Bank, Insurance, and Mining Shares. Furniture, Pianofortes, Harmoniums. Pumps, Spring Carts, Farm Carts. Horses; Harness, Carriages. Hop Poles, Totara Shingles. Charcoal, Oats, Potatoes. Steam Engine, 4 horse-power up to 6. Flax Machine, Barrows, Ladders. Water Wheel, 12 x 4 feet, double motion appendages, with Castings made by Messrs. 2823 H. J. L. AUGARDE, Auctioneer, &c. [792, 777, 939, 1069]
ad-truth-for-times: TRUTH FOR THE TIMES, By G. V. W. s. d. The Church, its present state and prospects 0 6 Inclusive and Exclusive 0 6 The One Church is but One 0 2 To the Christians in New Zealand 0 2 This is what you won't 0 1 Letter to J. G. Deck 0 1 The One who is Coming 0 1 Letter on questions relating to the order and discipline of the Church of God, by James G. Deck 0 3 Is Christ a Cause ? 0 3 A Letter on Bethesda Fellowship 0 3 Brethren and their Reviewers, J.N.D. 0 6 Communion of Saints 0 1 Is there not a Cause ? 0 1 The whole case of Plymouth and Bethesda 0 6 What is the Church ? 0 6 On the Present State of the Church 0 6 Is the Comforter Come, and has he gone, J.N.D. 0 6 What the Christian has in the ruin of the Church, J.N.D. 0 6 Sufferings of Christ 0 6 Revelation, by W. Kelly 0 6 Pentateuch 0 6 Minor Prophets 0 6 The Holy Spirit 0 6 Occasional Lectures 0 6 Galatians 0 6 Daniel 0 6 Colossians and Philippians 0 6 By MR DARBY : Irrationalism of Infidelity 0 6 Dialogues on Essays and Reviews 0 6 Analysis of Newman's Apologia 0 6 Lectures on Second Coming 0 6 Notes and Expositions 0 6 Gospel Sermons 0 6 Operations of the Spirit 0 6 By MACKINTOSH : Notes on Genesis, Exodus, Leviticus, Numbers 0 6 Confutation, Devotedness, Woolles & Lions 0 6 These publications can be had on application to J. G. DECK, Motueka; and of J. LEDON, Bridge-street, Nelson, Agents for the Sale of "The Message of Life," Edited by C. Nation, Christchurch. [169, 896, 316, 1322]
ad-cash-purchaser: THE UNDERSIGNED IS CASH PURCHASER OF WOOL GRASS SEEDS WHEAT BARLEY OATS HOPS BACON & HAMS, And other Produce, or will make LIBERAL ADVANCES on same if left for sale, or for shipment to his agents at other New Zealand Ports, Australia or England. JOHN R. MABIN. [11, 58, 158, 198]
toc-price: 0 6 [307, 1199, 316, 1208]
toc-price: 0 6 [307, 1208, 316, 1217]
ad-seed-potatoes: ON SALE, CHOICE MACMAHON'S CHOICE BROWN'S RIVER SEED POTATOES. SHARP & PICKERING. [950, 836, 1103, 900]
toc-title: Sufferings of Christ [169, 1115, 226, 1124]
toc-title: Is the Comforter Come, and has he gone, J.N.D. [169, 1081, 287, 1099]
steamship-icon [477, 422, 623, 454]
masthead: THE NELSON EVENING MAIL, SATURDAY, OCTOBER 31, 1874. [0, 0, 1114, 35]
ad-otago-flour: OTAGO FLOUR & OATMEAL. On SALE at the NELSON AUCTION ROOMS. JOHN R. MABIN. [11, 444, 158, 510]
ad-residence: A COMFORTABLE RESIDENCE, situate on the banks of the Maitai River, together with Stables, and out-buildings; at present occupied by ALFRED GREENFIELD, Esq. Terms easy. [950, 285, 1103, 326]
toc-price: 0 6 [307, 1175, 316, 1184]
column-three [322, 36, 472, 1450]
toc-row [169, 1124, 316, 1132]
toc-row [169, 963, 316, 971]
toc-row [169, 1022, 316, 1030]
steamship-icon [477, 236, 623, 270]
toc-row [169, 929, 316, 937]
toc-row [169, 1133, 316, 1141]
toc-title: Brethren and their Reviewers, J.N.D. [169, 1030, 276, 1039]
toc-title: Occasional Lectures [169, 1158, 228, 1167]
ad-section-53: SECTION 53, WAIMEA EAST, Ranzau, containing 50 Acres. There is a good building site, and the property is surrounded by a live fence. Price low. [950, 448, 1103, 489]
column-heading: J. R. Mabin's Advertisements. [11, 38, 158, 55]
ad-artillery-ball: ARTILLERY BALL. THE NELSON VOLUNTEER ARTILLERY COMPANIES will hold A BALL AT THE PROVINCIAL HALL, On MONDAY EVENING, Nov. 9th, BEING THE Anniversary of the Prince of Wales Birthday. Stewards : Captain PITT, Lieutenant SAND, Sergeant WRIGHT, Bombr. HILL, M.C., Gunner BRING, Captain STRONG, Lieut. BATCHELOR, M.C., Corporal ARMSTRONG Bombardier JACKSON. Tickets :—Gentleman's Single, 12s. 6d.; Gentleman's Double, 15s.; Ladies', 5s. Dancing to commence at 8.30. 2744 H. STRONG, Hon. Secretary. [327, 38, 466, 236]
ad-doors-sashes: The Undersigned has always ON SALE, a large assortment of DOORS and SASHES. Mouldings of superior quality supplied at the lowest possible rates. SASH FRAMES, and DOORS and SASHES of unusual sizes made to order. The Seasoning of Material, and Excellency of Workmanship the above goods are unsurpassed. Price Lists, with full description, can be had on application. JOHN R. MABIN. [11, 198, 158, 316]
ad-cottage: A COTTAGE, containing 7 rooms, and with Quarter of an Acre of Land, situated in Hardy-street East. [950, 260, 1103, 286]
toc-price: 0 1 [307, 963, 316, 972]
ad-canterbury-produce: CANTERBURY PRODUCE. On SALE, a CARGO per Schooner "Jessie" from Lyttelton, consisting of— FLOUR, BRAN, WHEAT, CHEESE, &c., &c., &c. JOHN R. MABIN. [11, 380, 158, 444]
ad-shares: The Undersigned is always prepared to SELL or BUY SHARES in the Bank of New Zealand, National Bank, Fiji Bank, New Zealand Insurance Company, South British Insurance Company, National Insurance Company, Standard Insurance Company, and other leading Companies. JOHN R. MABIN. [11, 973, 158, 1041]
toc-price: 0 6 [307, 1267, 316, 1276]
hat-icon [327, 240, 466, 265]
toc-price: 0 3 [307, 988, 316, 997]
ad-richmond-property: The PROPERTY, pleasantly situated in the Township of Richmond, belonging to Mr JAS. HAXLEY, junior, comprising Six Acres, more or less, with buildings thereon. The land is a deep loam, suitable for Hop-growing or Nursery. The buildings are in thorough order and in good repair. Part of the property is let for £60 per annum. [950, 326, 1103, 391]
toc-row [169, 1276, 316, 1284]
toc-row [169, 1251, 316, 1259]
toc-row [169, 1031, 316, 1039]
ad-royal-insurance: ROYAL INSURANCE COMPANY FIRE AND LIFE. CAPITAL—TWO MILLIONS. This is one of the largest Insurance Companies in existence, and has acquired immense popularity throughout the World by the UNDOUBTED SECURITY it affords Insurers, and the promptitude and liberality with which it SETTLES LOSSES. The Agents are particularly instructed to SETTLE LOSSES IN CASH immediately on satisfactory proof of same, thus saving Insurers the annoyance attendant on referring claims to Directors or others at a distance. JOHN R. MABIN, Agent. [11, 824, 158, 972]
toc-row [169, 1141, 316, 1149]
toc-row [169, 1014, 316, 1022]
toc-title: To the Christians in New Zealand [169, 954, 266, 963]
toc-title: A Letter on Bethesda Fellowship [169, 1022, 264, 1031]
toc-title: Galatians [169, 1166, 197, 1175]
ad-cookhams: COOKHAMS. Now Opening, another Shipment of those Well-known Cookham Boots!! M. LIGHTBAND. [327, 944, 466, 1015]
column-two [164, 36, 322, 1450]
toc-title: The One who is Coming [169, 980, 240, 989]
toc-title: Notes and Expositions [169, 1233, 234, 1242]
